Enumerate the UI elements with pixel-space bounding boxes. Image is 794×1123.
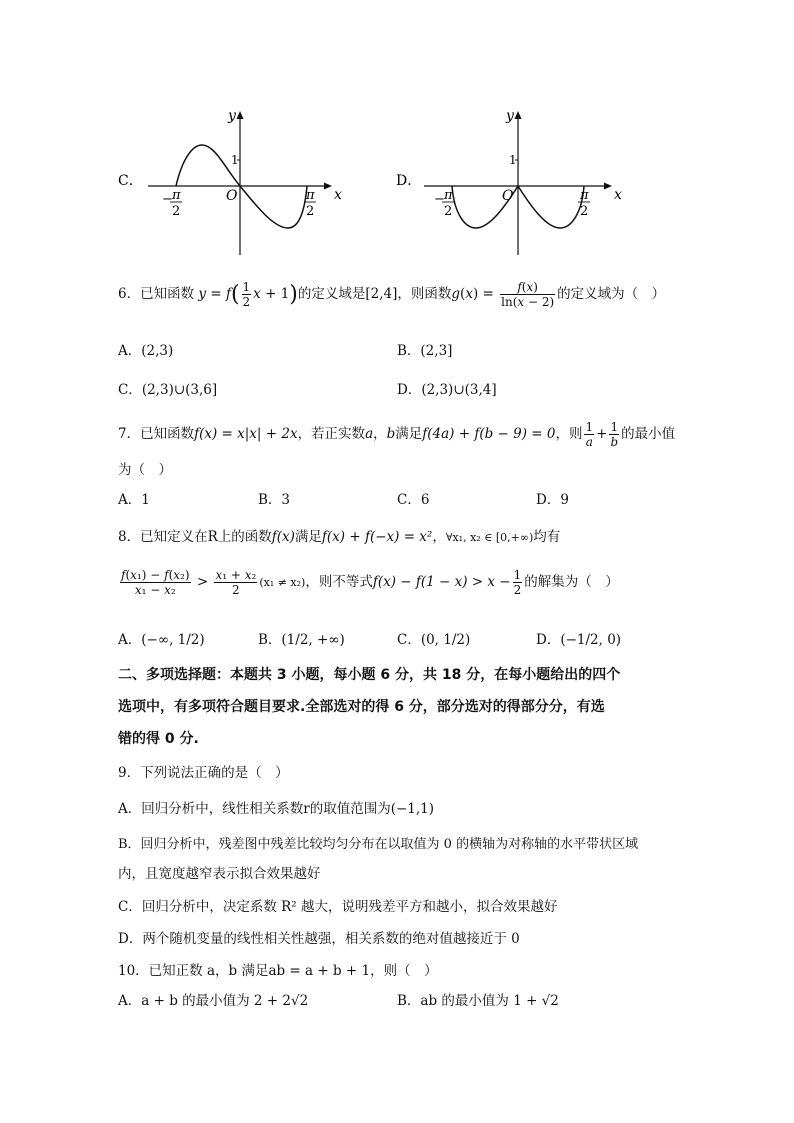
neg-pi-den: 2 xyxy=(172,204,181,219)
q7-option-b: B．3 xyxy=(258,492,291,508)
section2-heading-line3: 错的得 0 分. xyxy=(118,731,199,747)
y-tick-one: 1 xyxy=(231,153,239,167)
neg-pi-num: π xyxy=(444,188,453,203)
pos-pi-num: π xyxy=(306,188,315,203)
pos-pi-den: 2 xyxy=(580,204,589,219)
q10-stem: 10．已知正数 a，b 满足ab = a + b + 1，则（ ） xyxy=(118,963,438,979)
q7-option-d: D．9 xyxy=(536,492,569,508)
x-axis-arrow xyxy=(604,183,612,190)
pos-pi-den: 2 xyxy=(306,204,315,219)
q8-stem-line2: $\frac{\text{f(x₁) − f(x₂)}}{\text{x₁ − x₂}}$ > $\frac{\text{x₁ + x₂}}{2}$ (x₁ ≠ x₂)，则不等式f(x) − f(1 − x) > x − $\frac{1}{2}$ 的解集为（ ） xyxy=(121,568,619,597)
origin-label: O xyxy=(226,188,238,204)
y-axis-arrow xyxy=(237,111,244,119)
x-axis-arrow xyxy=(324,183,332,190)
graph-c-label: C． xyxy=(118,173,143,189)
y-axis-arrow xyxy=(515,111,522,119)
q8-option-b: B．(1/2, +∞) xyxy=(258,632,345,648)
q10-option-a: A．a + b 的最小值为 2 + 2√2 xyxy=(118,993,309,1009)
y-axis-label: y xyxy=(506,108,514,124)
x-axis-label: x xyxy=(614,187,622,203)
q8-stem: 8．已知定义在R上的函数f(x)满足f(x) + f(−x) = x²，∀x₁, x₂ ∈ [0,+∞)均有 xyxy=(118,529,561,545)
y-tick-one: 1 xyxy=(509,153,517,167)
q9-option-b-cont: 内，且宽度越窄表示拟合效果越好 xyxy=(118,866,321,882)
q6-option-a: A．(2,3) xyxy=(118,343,174,359)
section2-heading-line2: 选项中，有多项符合题目要求.全部选对的得 6 分，部分选对的得部分分，有选 xyxy=(118,699,605,715)
graph-d-label: D． xyxy=(396,173,422,189)
q8-option-d: D．(−1/2, 0) xyxy=(536,632,622,648)
q10-option-b: B．ab 的最小值为 1 + √2 xyxy=(397,993,559,1009)
q7-stem-line2: 为（ ） xyxy=(118,462,172,478)
section2-heading-line1: 二、多项选择题：本题共 3 小题，每小题 6 分，共 18 分，在每小题给出的四个 xyxy=(118,667,621,683)
q9-option-b: B．回归分析中，残差图中残差比较均匀分布在以取值为 0 的横轴为对称轴的水平带状区域 xyxy=(118,837,639,852)
q7-option-a: A．1 xyxy=(118,492,150,508)
q9-option-a: A．回归分析中，线性相关系数r的取值范围为(−1,1) xyxy=(118,801,435,817)
origin-label: O xyxy=(502,188,514,204)
q9-stem: 9．下列说法正确的是（ ） xyxy=(118,765,289,781)
neg-pi-num: π xyxy=(172,188,181,203)
q9-option-c: C．回归分析中，决定系数 R² 越大，说明残差平方和越小，拟合效果越好 xyxy=(118,899,558,915)
x-axis-label: x xyxy=(334,187,342,203)
pos-pi-num: π xyxy=(580,188,589,203)
graph-d xyxy=(388,100,648,265)
q6-option-b: B．(2,3] xyxy=(397,343,453,359)
q9-option-d: D．两个随机变量的线性相关性越强，相关系数的绝对值越接近于 0 xyxy=(118,931,520,947)
q7-stem: 7．已知函数f(x) = x|x| + 2x，若正实数a，b满足f(4a) + f(b − 9) = 0，则 $\frac{1}{a}$ + $\frac{1}{b}$ 的最小值 xyxy=(118,420,676,449)
q7-option-c: C．6 xyxy=(397,492,430,508)
graph-c xyxy=(110,100,370,265)
q6-option-d: D．(2,3)∪(3,4] xyxy=(397,382,497,398)
y-axis-label: y xyxy=(228,108,236,124)
neg-pi-minus: − xyxy=(434,192,445,207)
neg-pi-minus: − xyxy=(162,192,173,207)
q6-option-c: C．(2,3)∪(3,6] xyxy=(118,382,218,398)
q8-option-a: A．(−∞, 1/2) xyxy=(118,632,205,648)
q6-stem: 6．已知函数 y = f( $\frac{1}{2}$ x + 1)的定义域是[2,4]，则函数g(x) = $\frac{f(x)}{\ln(x - 2)}$ 的定义域为（ ） xyxy=(118,280,666,309)
neg-pi-den: 2 xyxy=(444,204,453,219)
q8-option-c: C．(0, 1/2) xyxy=(397,632,471,648)
